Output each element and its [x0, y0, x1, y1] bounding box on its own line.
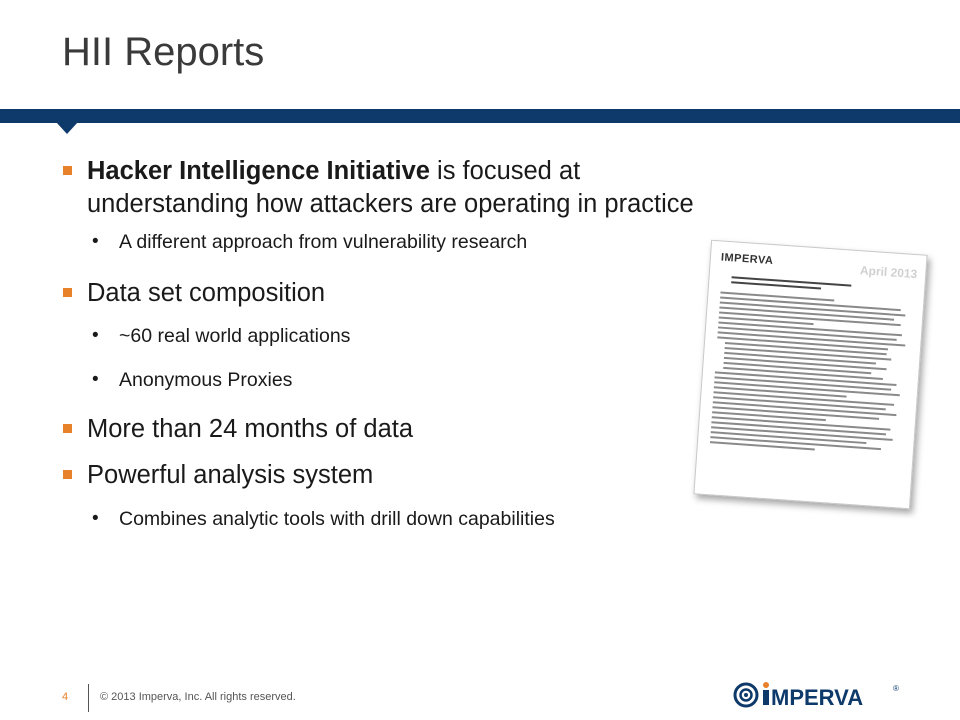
bullet-list	[62, 155, 762, 531]
footer-divider	[88, 684, 89, 712]
sub-bullet-approach	[62, 230, 762, 254]
report-logo: IMPERVA	[720, 251, 774, 268]
bullet-analysis-text: Powerful analysis system	[87, 461, 374, 489]
square-bullet-icon	[63, 288, 72, 297]
report-body-text	[710, 292, 910, 460]
sub-bullet-proxies-text: Anonymous Proxies	[119, 369, 293, 391]
imperva-logo	[733, 680, 913, 710]
report-heading-lines	[731, 276, 851, 291]
sub-bullet-apps	[62, 324, 762, 348]
bullet-analysis	[62, 459, 762, 492]
bullet-hii-bold: Hacker Intelligence Initiative	[87, 157, 430, 185]
bullet-months-text: More than 24 months of data	[87, 415, 414, 443]
sub-bullet-proxies	[62, 368, 762, 392]
sub-bullet-tools-text: Combines analytic tools with drill down capabilities	[119, 508, 555, 530]
slide-title: HII Reports	[62, 30, 265, 74]
svg-text:MPERVA: MPERVA	[771, 685, 864, 710]
bullet-hii	[62, 155, 762, 221]
square-bullet-icon	[63, 424, 72, 433]
svg-text:®: ®	[893, 684, 899, 693]
sub-bullet-apps-text: ~60 real world applications	[119, 325, 351, 347]
bullet-dataset	[62, 277, 762, 310]
dot-bullet-icon: •	[92, 369, 99, 390]
sub-bullet-approach-text: A different approach from vulnerability research	[119, 231, 528, 253]
bullet-hii-line2: understanding how attackers are operating in practice	[87, 190, 694, 218]
bullet-hii-rest: is focused at	[429, 157, 581, 185]
copyright-text: © 2013 Imperva, Inc. All rights reserved.	[100, 691, 296, 703]
header-band-notch	[56, 122, 78, 134]
bullet-months	[62, 413, 762, 446]
bullet-dataset-text: Data set composition	[87, 279, 326, 307]
header-band	[0, 109, 960, 123]
dot-bullet-icon: •	[92, 325, 99, 346]
page-number: 4	[62, 691, 69, 703]
report-thumbnail	[693, 240, 927, 510]
dot-bullet-icon: •	[92, 231, 99, 252]
square-bullet-icon	[63, 166, 72, 175]
sub-bullet-tools	[62, 507, 762, 531]
dot-bullet-icon: •	[92, 508, 99, 529]
square-bullet-icon	[63, 470, 72, 479]
report-date: April 2013	[859, 263, 918, 282]
